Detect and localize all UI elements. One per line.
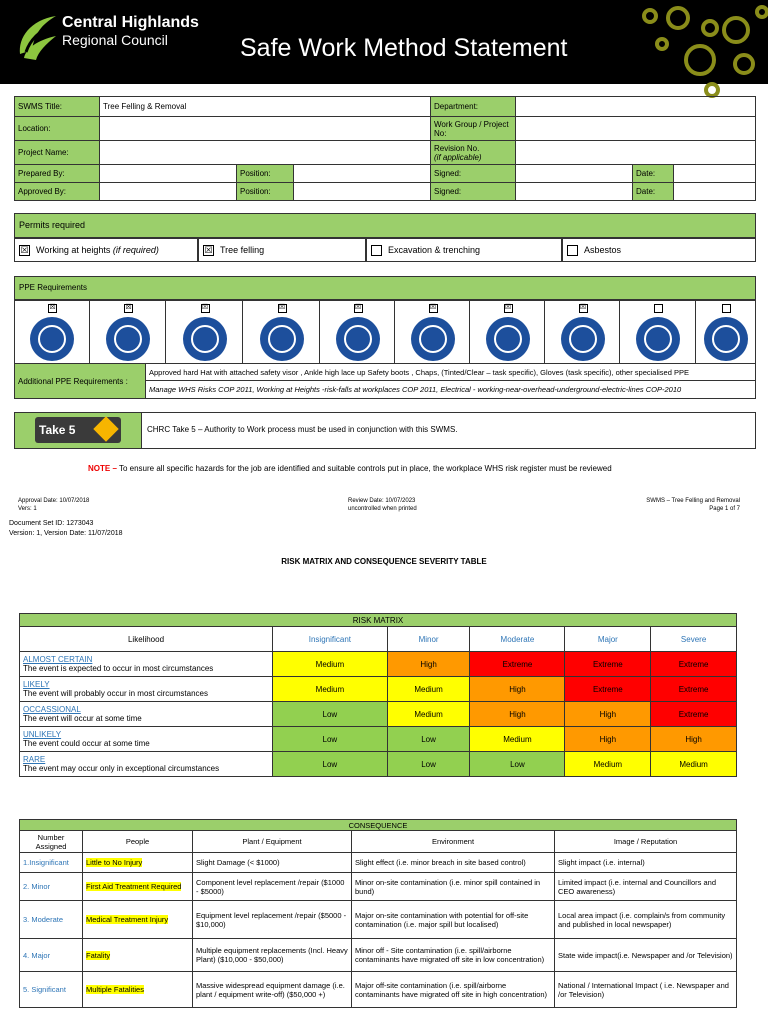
people-highlight: Multiple Fatalities [86, 985, 144, 994]
ppe-checkbox[interactable]: ☒ [579, 304, 587, 311]
consequence-level: 3. Moderate [20, 901, 83, 939]
consequence-people [83, 901, 193, 939]
footer-uncontrolled: uncontrolled when printed [348, 506, 417, 512]
ppe-checkbox[interactable]: ☒ [429, 304, 437, 311]
consequence-row [20, 939, 737, 972]
consequence-cell: Slight impact (i.e. internal) [555, 853, 737, 873]
likelihood-cell [20, 652, 273, 677]
severity-header: Minor [387, 627, 470, 652]
likelihood-desc: The event will occur at some time [23, 714, 142, 723]
additional-ppe-line1: Approved hard Hat with attached safety visor , Ankle high lace up Safety boots , Chaps, (Tinted/Clear – task specific), Gloves (task specific), other specialised PPE [146, 364, 756, 381]
people-highlight: Fatality [86, 950, 111, 960]
approved-by-label: Approved By: [15, 183, 100, 201]
likelihood-cell [20, 702, 273, 727]
ppe-item [320, 300, 395, 364]
consequence-title: CONSEQUENCE [20, 820, 737, 831]
risk-rating-cell: Extreme [651, 652, 737, 677]
permit-checkbox[interactable] [567, 245, 578, 256]
harness-icon [561, 317, 605, 361]
ppe-item [470, 300, 545, 364]
severity-header: Insignificant [273, 627, 388, 652]
consequence-row [20, 853, 737, 873]
footer-review-date: Review Date: 10/07/2023 [348, 498, 416, 504]
permit-tree-felling[interactable]: ☒ Tree felling [198, 238, 366, 262]
revision-value[interactable] [516, 141, 756, 165]
hard-hat-icon [336, 317, 380, 361]
dust-mask-icon [636, 317, 680, 361]
consequence-header: Number Assigned [20, 831, 83, 853]
consequence-header: Image / Reputation [555, 831, 737, 853]
likelihood-desc: The event could occur at some time [23, 739, 150, 748]
ppe-checkbox[interactable]: ☒ [125, 304, 132, 311]
consequence-level: 2. Minor [20, 873, 83, 901]
ppe-item [243, 300, 320, 364]
permit-excavation[interactable]: Excavation & trenching [366, 238, 562, 262]
ear-muffs-icon [411, 317, 455, 361]
risk-rating-cell: Extreme [470, 652, 565, 677]
position-value[interactable] [294, 165, 431, 183]
permit-checkbox[interactable] [371, 245, 382, 256]
likelihood-desc: The event will probably occur in most circumstances [23, 689, 208, 698]
consequence-row [20, 901, 737, 939]
risk-rating-cell: Medium [651, 752, 737, 777]
risk-row [20, 727, 737, 752]
consequence-people [83, 939, 193, 972]
footer-page-number: Page 1 of 7 [709, 506, 740, 512]
consequence-cell: Minor off - Site contamination (i.e. spill/airborne contaminants have migrated off site in low concentration) [352, 939, 555, 972]
ppe-item [620, 300, 696, 364]
likelihood-cell [20, 727, 273, 752]
ppe-heading: PPE Requirements [14, 276, 756, 300]
likelihood-cell [20, 677, 273, 702]
consequence-cell: Slight effect (i.e. minor breach in site based control) [352, 853, 555, 873]
prepared-by-value[interactable] [100, 165, 237, 183]
permit-working-at-heights[interactable]: ☒ Working at heights (if required) [14, 238, 198, 262]
consequence-cell: National / International Impact ( i.e. Newspaper and /or Television) [555, 972, 737, 1008]
respirator-icon [704, 317, 748, 361]
decorative-circles-icon [630, 0, 768, 100]
take5-text: CHRC Take 5 – Authority to Work process must be used in conjunction with this SWMS. [147, 425, 458, 434]
risk-rating-cell: Low [387, 752, 470, 777]
additional-ppe-table [14, 363, 756, 399]
position-label-2: Position: [237, 183, 294, 201]
permit-asbestos[interactable]: Asbestos [562, 238, 756, 262]
risk-matrix-title: RISK MATRIX [20, 614, 737, 627]
take5-diamond [93, 416, 118, 441]
gloves-icon [260, 317, 304, 361]
risk-rating-cell: High [651, 727, 737, 752]
department-value[interactable] [516, 97, 756, 117]
people-highlight: Little to No Injury [86, 858, 143, 867]
risk-rating-cell: Medium [273, 677, 388, 702]
consequence-cell: State wide impact(i.e. Newspaper and /or Television) [555, 939, 737, 972]
additional-ppe-line2: Manage WHS Risks COP 2011, Working at Heights -risk-falls at workplaces COP 2011, Electrical - working-near-overhead-underground-electric-lines COP-2010 [146, 381, 756, 399]
prepared-by-label: Prepared By: [15, 165, 100, 183]
risk-row [20, 677, 737, 702]
likelihood-desc: The event is expected to occur in most circumstances [23, 664, 214, 673]
risk-rating-cell: Low [470, 752, 565, 777]
swms-title-label: SWMS Title: [15, 97, 100, 117]
face-shield-icon [486, 317, 530, 361]
risk-rating-cell: High [470, 677, 565, 702]
ppe-checkbox[interactable] [722, 304, 731, 313]
date-label: Date: [633, 165, 674, 183]
risk-row [20, 652, 737, 677]
ppe-item [166, 300, 243, 364]
people-highlight: Medical Treatment Injury [86, 915, 169, 924]
swms-info-table [14, 96, 756, 201]
document-set-id: Document Set ID: 1273043 [9, 520, 94, 527]
permit-checkbox[interactable]: ☒ [204, 244, 213, 255]
likelihood-header: Likelihood [20, 627, 273, 652]
position-value-2[interactable] [294, 183, 431, 201]
consequence-cell: Slight Damage (< $1000) [193, 853, 352, 873]
date-value-2[interactable] [674, 183, 756, 201]
take5-logo-icon: Take 5 [35, 417, 121, 443]
ppe-item [14, 300, 90, 364]
likelihood-name: OCCASSIONAL [23, 705, 81, 714]
department-label: Department: [431, 97, 516, 117]
take5-box [14, 412, 756, 449]
consequence-table [19, 819, 737, 1008]
risk-rating-cell: Medium [470, 727, 565, 752]
ppe-checkbox[interactable]: ☒ [278, 304, 286, 311]
consequence-row [20, 972, 737, 1008]
project-name-label: Project Name: [15, 141, 100, 165]
ppe-item [545, 300, 620, 364]
date-value[interactable] [674, 165, 756, 183]
location-label: Location: [15, 117, 100, 141]
risk-rating-cell: Extreme [565, 652, 651, 677]
date-label-2: Date: [633, 183, 674, 201]
work-group-label: Work Group / Project No: [431, 117, 516, 141]
risk-row [20, 702, 737, 727]
risk-rating-cell: Extreme [651, 677, 737, 702]
likelihood-cell [20, 752, 273, 777]
consequence-people [83, 853, 193, 873]
ppe-checkbox[interactable]: ☒ [354, 304, 362, 311]
footer-approval-date: Approval Date: 10/07/2018 [18, 498, 90, 504]
document-title: Safe Work Method Statement [240, 34, 568, 62]
risk-rating-cell: Low [273, 702, 388, 727]
location-value[interactable] [100, 117, 431, 141]
risk-rating-cell: Medium [387, 702, 470, 727]
ppe-checkbox[interactable] [654, 304, 663, 313]
risk-rating-cell: Medium [565, 752, 651, 777]
consequence-cell: Equipment level replacement /repair ($5000 - $10,000) [193, 901, 352, 939]
consequence-header: Plant / Equipment [193, 831, 352, 853]
swms-title-value[interactable]: Tree Felling & Removal [100, 97, 431, 117]
consequence-people [83, 972, 193, 1008]
consequence-people [83, 873, 193, 901]
likelihood-name: UNLIKELY [23, 730, 62, 739]
consequence-header: People [83, 831, 193, 853]
risk-rating-cell: High [470, 702, 565, 727]
consequence-cell: Minor on-site contamination (i.e. minor spill contained in bund) [352, 873, 555, 901]
council-logo-icon [16, 14, 60, 62]
position-label: Position: [237, 165, 294, 183]
additional-ppe-label: Additional PPE Requirements : [15, 364, 146, 399]
consequence-cell: Limited impact (i.e. internal and Councillors and CEO awareness) [555, 873, 737, 901]
document-version: Version: 1, Version Date: 11/07/2018 [9, 530, 123, 537]
risk-rating-cell: High [565, 727, 651, 752]
signed-value-2[interactable] [516, 183, 633, 201]
risk-row [20, 752, 737, 777]
project-name-value[interactable] [100, 141, 431, 165]
signed-value[interactable] [516, 165, 633, 183]
consequence-row [20, 873, 737, 901]
risk-rating-cell: Low [273, 752, 388, 777]
consequence-cell: Major on-site contamination with potential for off-site contamination (i.e. major spill but localised) [352, 901, 555, 939]
people-highlight: First Aid Treatment Required [86, 882, 182, 891]
risk-rating-cell: Low [387, 727, 470, 752]
consequence-level: 5. Significant [20, 972, 83, 1008]
risk-rating-cell: Extreme [565, 677, 651, 702]
safety-glasses-icon [183, 317, 227, 361]
take5-logo-cell [15, 413, 142, 448]
consequence-level: 4. Major [20, 939, 83, 972]
likelihood-desc: The event may occur only in exceptional circumstances [23, 764, 220, 773]
severity-header: Severe [651, 627, 737, 652]
note-text: NOTE – To ensure all specific hazards for the job are identified and suitable controls put in place, the workplace WHS risk register must be reviewed [88, 464, 612, 473]
consequence-cell: Local area impact (i.e. complain/s from community and published in local newspaper) [555, 901, 737, 939]
work-group-value[interactable] [516, 117, 756, 141]
consequence-cell: Component level replacement /repair ($1000 - $5000) [193, 873, 352, 901]
likelihood-name: LIKELY [23, 680, 50, 689]
org-name: Central Highlands [62, 14, 199, 31]
approved-by-value[interactable] [100, 183, 237, 201]
ppe-item [90, 300, 166, 364]
risk-rating-cell: High [387, 652, 470, 677]
signed-label-2: Signed: [431, 183, 516, 201]
footer-version: Vers: 1 [18, 506, 37, 512]
ppe-item [696, 300, 756, 364]
risk-rating-cell: Extreme [651, 702, 737, 727]
risk-section-title: RISK MATRIX AND CONSEQUENCE SEVERITY TABLE [281, 557, 487, 566]
ppe-checkbox[interactable]: ☒ [49, 304, 56, 311]
likelihood-name: ALMOST CERTAIN [23, 655, 93, 664]
risk-rating-cell: Medium [387, 677, 470, 702]
permit-checkbox[interactable]: ☒ [20, 244, 29, 255]
risk-rating-cell: Medium [273, 652, 388, 677]
severity-header: Major [565, 627, 651, 652]
likelihood-name: RARE [23, 755, 46, 764]
consequence-cell: Massive widespread equipment damage (i.e. plant / equipment write-off) ($50,000 +) [193, 972, 352, 1008]
permits-heading: Permits required [14, 213, 756, 238]
org-name-sub: Regional Council [62, 32, 168, 48]
revision-label: Revision No. (if applicable) [431, 141, 516, 165]
hivis-vest-icon [106, 317, 150, 361]
ppe-checkbox[interactable]: ☒ [504, 304, 512, 311]
page-header [0, 0, 768, 84]
boots-icon [30, 317, 74, 361]
ppe-checkbox[interactable]: ☒ [201, 304, 209, 311]
consequence-cell: Major off-site contamination (i.e. spill/airborne contaminants have migrated off site in high concentration) [352, 972, 555, 1008]
risk-rating-cell: Low [273, 727, 388, 752]
consequence-level: 1.Insignificant [20, 853, 83, 873]
consequence-cell: Multiple equipment replacements (Incl. Heavy Plant) ($10,000 - $50,000) [193, 939, 352, 972]
consequence-header: Environment [352, 831, 555, 853]
signed-label: Signed: [431, 165, 516, 183]
severity-header: Moderate [470, 627, 565, 652]
footer-swms-name: SWMS – Tree Felling and Removal [646, 498, 740, 504]
risk-matrix-table [19, 613, 737, 777]
risk-rating-cell: High [565, 702, 651, 727]
ppe-item [395, 300, 470, 364]
